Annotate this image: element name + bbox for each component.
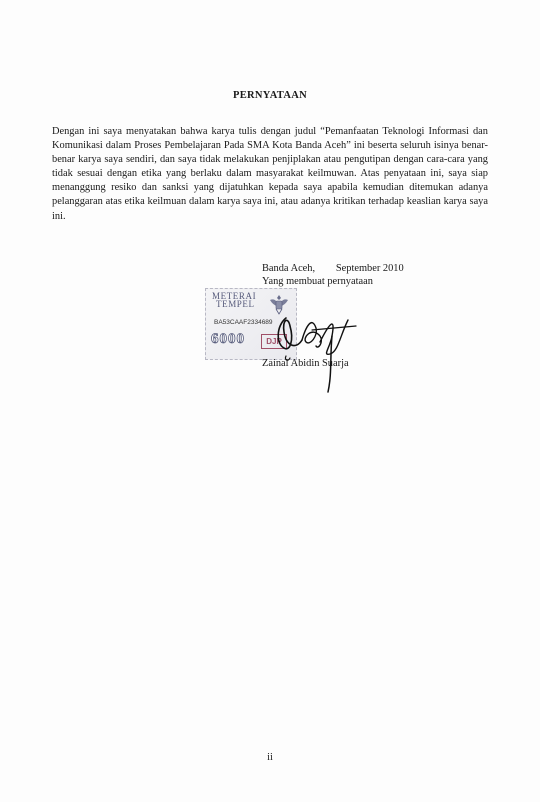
stamp-issuer: DJP	[261, 334, 287, 349]
statement-paragraph: Dengan ini saya menyatakan bahwa karya tulis dengan judul “Pemanfaatan Teknologi Informasi dan Komunikasi dalam Proses Pembelajaran Pada SMA Kota Banda Aceh” ini beserta seluruh isinya benar-benar karya saya sendiri, dan saya tidak melakukan penjiplakan atau pengutipan dengan cara-cara yang tidak sesuai dengan etika yang berlaku dalam masyarakat keilmuwan. Atas penyataan ini, saya siap menanggung resiko dan sanksi yang dijatuhkan kepada saya apabila kemudian ditemukan adanya pelanggaran atas etika keilmuan dalam karya saya ini, atau adanya kritikan terhadap keaslian karya saya ini.	[52, 126, 488, 222]
handwritten-signature	[272, 296, 367, 396]
page-number: ii	[267, 752, 273, 763]
maker-label: Yang membuat pernyataan	[262, 276, 373, 287]
stamp-serial: BA53CAAF2334689	[214, 319, 273, 326]
document-title: PERNYATAAN	[233, 90, 307, 101]
stamp-value: 6000	[211, 331, 245, 347]
place-date: Banda Aceh, September 2010	[262, 263, 404, 274]
stamp-title: METERAI	[212, 291, 257, 301]
signer-name: Zainal Abidin Suarja	[262, 358, 349, 369]
stamp-subtitle: TEMPEL	[216, 299, 255, 309]
